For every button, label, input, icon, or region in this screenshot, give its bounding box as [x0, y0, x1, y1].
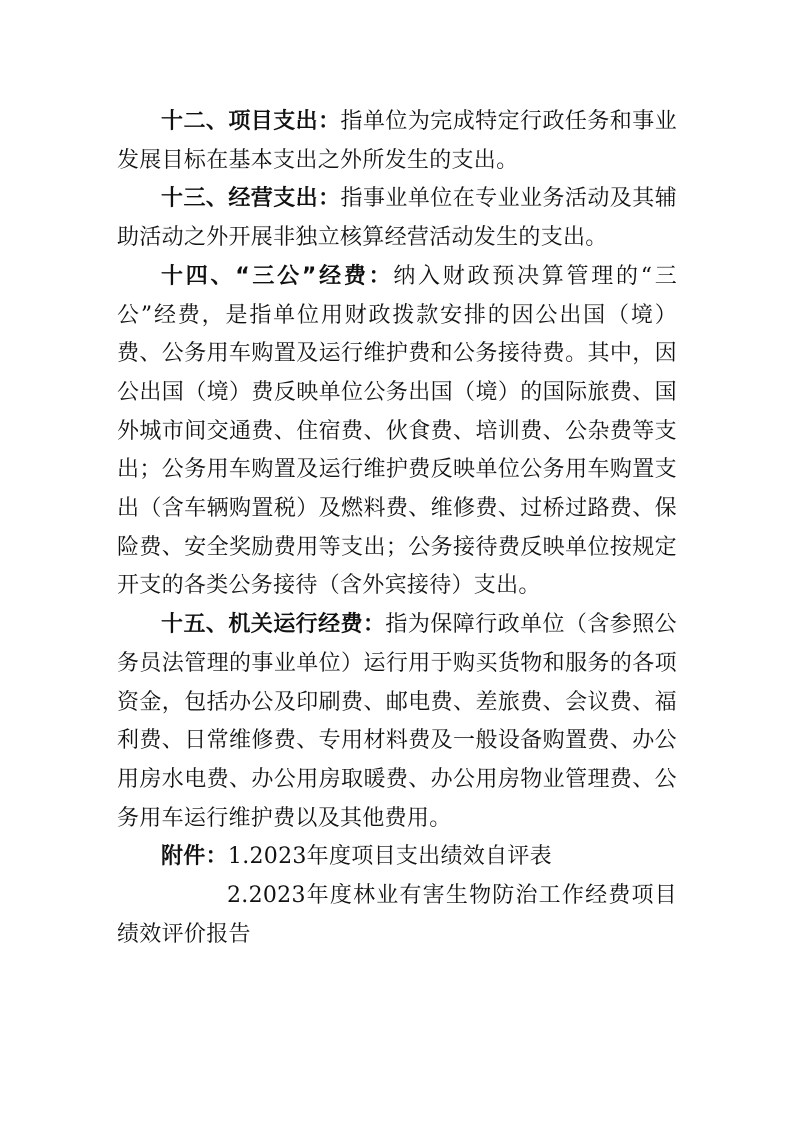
section-term: 十二、项目支出： [161, 109, 341, 134]
section-operating-expenditure [117, 180, 677, 257]
attachment-item-2 [117, 877, 677, 954]
section-body: 纳入财政预决算管理的“三公”经费，是指单位用财政拨款安排的因公出国（境）费、公务用车购置及运行维护费和公务接待费。其中，因公出国（境）费反映单位公务出国（境）的国际旅费、国外城市间交通费、住宿费、伙食费、培训费、公杂费等支出；公务用车购置及运行维护费反映单位公务用车购置支出（含车辆购置税）及燃料费、维修费、过桥过路费、保险费、安全奖励费用等支出；公务接待费反映单位按规定开支的各类公务接待（含外宾接待）支出。 [117, 263, 677, 599]
document-page [117, 103, 677, 954]
section-body: 指为保障行政单位（含参照公务员法管理的事业单位）运行用于购买货物和服务的各项资金，包括办公及印刷费、邮电费、差旅费、会议费、福利费、日常维修费、专用材料费及一般设备购置费、办公用房水电费、办公用房取暖费、办公用房物业管理费、公务用车运行维护费以及其他费用。 [117, 612, 677, 831]
attachment-item-1 [117, 838, 677, 877]
section-three-public-expenses [117, 258, 677, 606]
section-body: 指事业单位在专业业务活动及其辅助活动之外开展非独立核算经营活动发生的支出。 [117, 186, 677, 251]
attachment-text: 1.2023年度项目支出绩效自评表 [227, 844, 552, 870]
section-term: 十五、机关运行经费： [161, 612, 386, 638]
section-term: 十三、经营支出： [161, 186, 341, 212]
section-term: 十四、“三公”经费： [161, 263, 394, 289]
attachments-label: 附件： [161, 844, 228, 870]
section-body: 指单位为完成特定行政任务和事业发展目标在基本支出之外所发生的支出。 [117, 109, 677, 173]
section-agency-operating-expenses [117, 606, 677, 838]
attachment-text: 2.2023年度林业有害生物防治工作经费项目绩效评价报告 [117, 883, 677, 947]
section-project-expenditure [117, 103, 677, 180]
